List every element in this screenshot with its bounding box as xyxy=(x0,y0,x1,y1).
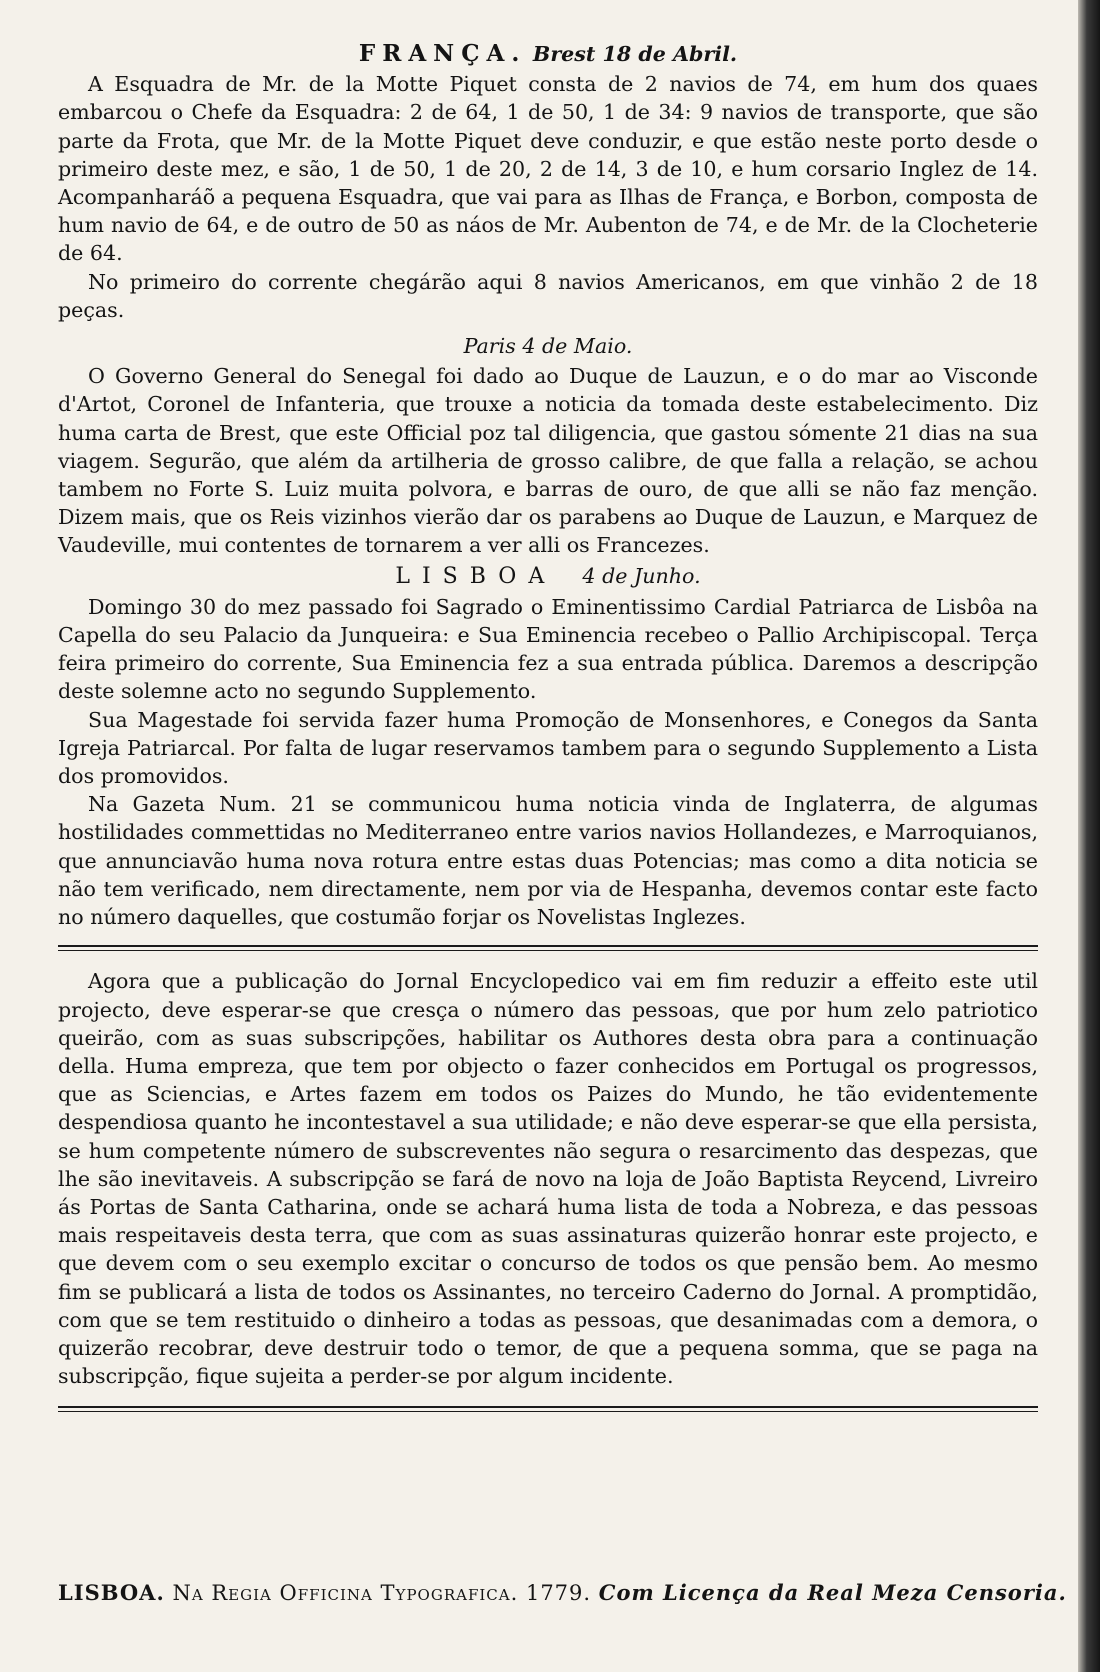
lisboa-paragraph-1: Domingo 30 do mez passado foi Sagrado o Eminentissimo Cardial Patriarca de Lisbôa na Capella do seu Palacio da Junqueira: e Sua Eminencia recebeo o Pallio Archipiscopal. Terça feira primeiro do corrente, Sua Eminencia fez a sua entrada pública. Daremos a descripção deste solemne acto no segundo Supplemento. xyxy=(58,594,1038,704)
colophon-printer: Na Regia Officina Typografica. xyxy=(172,1581,519,1605)
lisboa-dateline: 4 de Junho. xyxy=(582,563,701,588)
franca-paragraph-2: No primeiro do corrente chegárão aqui 8 navios Americanos, em que vinhão 2 de 18 peças. xyxy=(58,269,1038,322)
paris-paragraph-1: O Governo General do Senegal foi dado ao Duque de Lauzun, e o do mar ao Visconde d'Artot, Coronel de Infanteria, que trouxe a noticia da tomada deste estabelecimento. Diz huma carta de Brest, que este Official poz tal diligencia, que gastou sómente 21 dias na sua viagem. Segurão, que além da artilheria de grosso calibre, de que falla a relação, se achou tambem no Forte S. Luiz muita polvora, e barras de ouro, de que alli se não faz menção. Dizem mais, que os Reis vizinhos vierão dar os parabens ao Duque de Lauzun, e Marquez de Vaudeville, mui contentes de tornarem a ver alli os Francezes. xyxy=(58,364,1038,558)
paris-dateline: Paris 4 de Maio. xyxy=(463,334,633,359)
franca-dateline: Brest 18 de Abril. xyxy=(532,42,738,66)
colophon-place: LISBOA. xyxy=(58,1580,165,1605)
franca-header xyxy=(58,40,1038,68)
page-edge-shadow xyxy=(1078,0,1100,1672)
colophon-license: Com Licença da Real Meza Censoria. xyxy=(598,1580,1067,1605)
lisboa-header xyxy=(58,562,1038,591)
lisboa-heading: LISBOA xyxy=(395,563,557,589)
notice-paragraph: Agora que a publicação do Jornal Encyclopedico vai em fim reduzir a effeito este util projecto, deve esperar-se que cresça o número das pessoas, que por hum zelo patriotico queirão, com as suas subscripções, habilitar os Authores desta obra para a continuação della. Huma empreza, que tem por objecto o fazer conhecidos em Portugal os progressos, que as Sciencias, e Artes fazem em todos os Paizes do Mundo, he tão evidentemente despendiosa quanto he incontestavel a sua utilidade; e não deve esperar-se que ella persista, se hum competente número de subscreventes não segura o resarcimento das despezas, que lhe são inevitaveis. A subscripção se fará de novo na loja de João Baptista Reycend, Livreiro ás Portas de Santa Catharina, onde se achará huma lista de toda a Nobreza, e das pessoas mais respeitaveis desta terra, que com as suas assinaturas quizerão honrar este projecto, e que devem com o seu exemplo excitar o concurso de todos os que pensão bem. Ao mesmo fim se publicará a lista de todos os Assinantes, no terceiro Caderno do Jornal. A promptidão, com que se tem restituido o dinheiro a todas as pessoas, que desanimadas com a demora, o quizerão recobrar, deve destruir todo o temor, de que a pequena somma, que se paga na subscripção, fique sujeita a perder-se por algum incidente. xyxy=(58,969,1038,1389)
colophon-year: 1779. xyxy=(525,1581,592,1605)
colophon xyxy=(58,1580,1067,1605)
section-divider xyxy=(58,945,1038,951)
franca-heading: FRANÇA. xyxy=(358,40,527,67)
footer-divider xyxy=(58,1406,1038,1412)
gazette-page xyxy=(58,38,1038,1428)
lisboa-paragraph-3: Na Gazeta Num. 21 se communicou huma noticia vinda de Inglaterra, de algumas hostilidades commettidas no Mediterraneo entre varios navios Hollandezes, e Marroquianos, que annunciavão huma nova rotura entre estas duas Potencias; mas como a dita noticia se não tem verificado, nem directamente, nem por via de Hespanha, devemos contar este facto no número daquelles, que costumão forjar os Novelistas Inglezes. xyxy=(58,792,1038,930)
franca-paragraph-1: A Esquadra de Mr. de la Motte Piquet consta de 2 navios de 74, em hum dos quaes embarcou o Chefe da Esquadra: 2 de 64, 1 de 50, 1 de 34: 9 navios de transporte, que são parte da Frota, que Mr. de la Motte Piquet deve conduzir, e que estão neste porto desde o primeiro deste mez, e são, 1 de 50, 1 de 20, 2 de 14, 3 de 10, e hum corsario Inglez de 14. Acompanharáõ a pequena Esquadra, que vai para as Ilhas de França, e Borbon, composta de hum navio de 64, e de outro de 50 as náos de Mr. Aubenton de 74, e de Mr. de la Clocheterie de 64. xyxy=(58,72,1038,266)
lisboa-paragraph-2: Sua Magestade foi servida fazer huma Promoção de Monsenhores, e Conegos da Santa Igreja Patriarcal. Por falta de lugar reservamos tambem para o segundo Supplemento a Lista dos promovidos. xyxy=(58,707,1038,789)
